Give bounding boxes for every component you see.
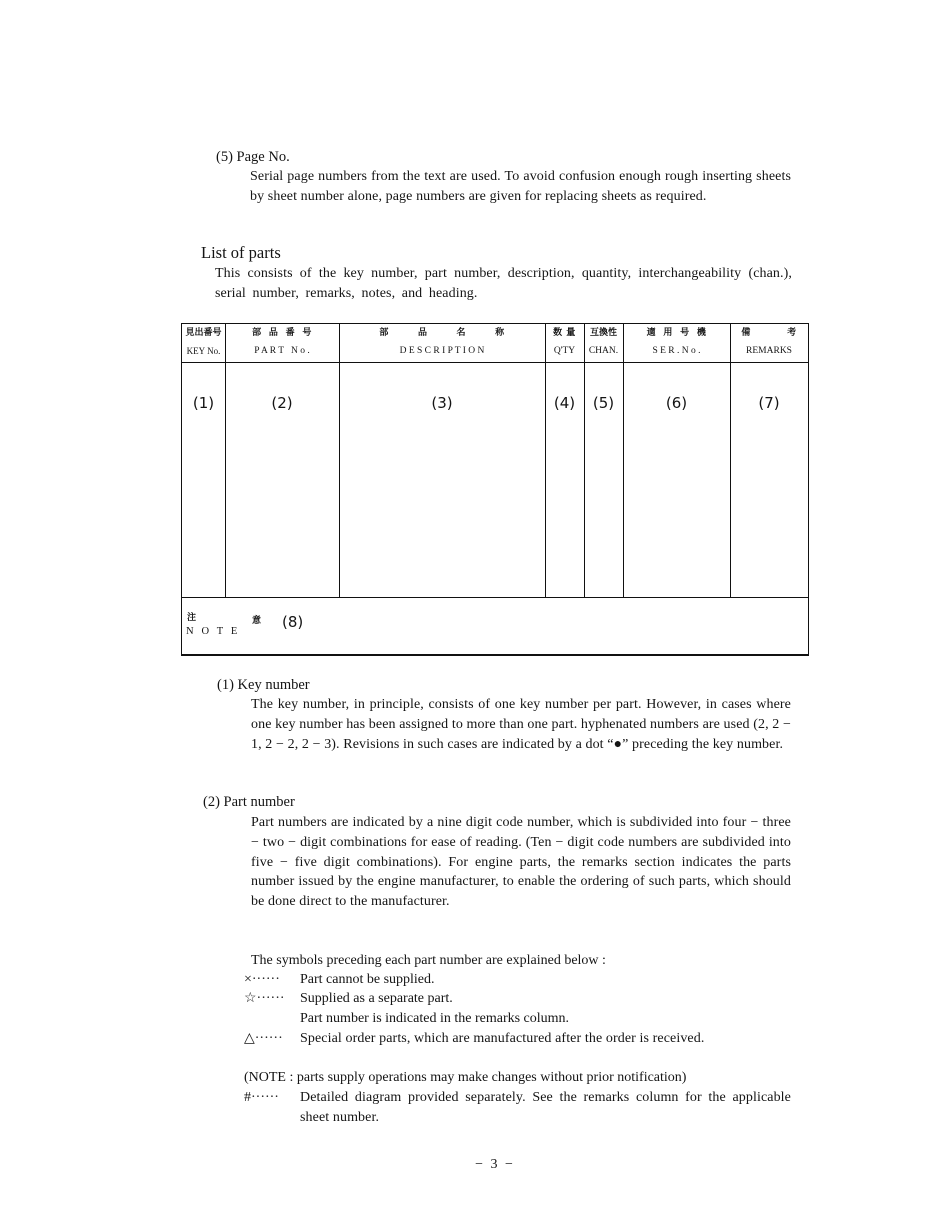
key-number-heading: (1) Key number xyxy=(217,677,310,693)
note-label-jp-left: 注 xyxy=(187,613,197,623)
column-divider xyxy=(545,324,546,597)
column-divider xyxy=(584,324,585,597)
page-no-heading: (5) Page No. xyxy=(216,149,290,165)
column-header-ser-no xyxy=(623,324,730,362)
column-header-en: S E R . N o . xyxy=(652,346,701,356)
column-header-jp: 適 用 号 機 xyxy=(646,328,707,338)
column-header-en: CHAN. xyxy=(588,346,619,356)
column-callout-3: (3) xyxy=(431,394,453,412)
symbol-line-cross xyxy=(244,970,435,990)
column-header-en: Q'TY xyxy=(553,346,576,356)
supply-note: (NOTE : parts supply operations may make changes without prior notification) xyxy=(244,1070,687,1085)
star-symbol: ☆······ xyxy=(244,991,285,1006)
note-divider xyxy=(182,597,808,598)
symbol-description: Special order parts, which are manufactured after the order is received. xyxy=(300,1031,705,1046)
column-callout-7: (7) xyxy=(758,394,780,412)
symbol-line-star xyxy=(244,989,453,1009)
column-header-description xyxy=(339,324,545,362)
parts-list-table-diagram xyxy=(181,323,809,656)
column-divider xyxy=(225,324,226,597)
list-of-parts-heading: List of parts xyxy=(201,243,281,262)
column-header-jp: 数 量 xyxy=(553,328,576,338)
symbol-line-continuation xyxy=(244,1009,569,1029)
column-divider xyxy=(730,324,731,597)
column-header-en: REMARKS xyxy=(746,346,792,356)
column-callout-4: (4) xyxy=(553,394,576,412)
symbol-description: Supplied as a separate part. xyxy=(300,991,453,1006)
symbol-description: Part number is indicated in the remarks column. xyxy=(300,1011,570,1026)
column-header-en: D E S C R I P T I O N xyxy=(399,346,485,356)
column-header-remarks xyxy=(730,324,808,362)
note-callout-8: (8) xyxy=(282,613,304,631)
column-header-part-no xyxy=(225,324,339,362)
column-divider xyxy=(339,324,340,597)
note-label-jp-right: 意 xyxy=(252,616,262,626)
symbols-intro: The symbols preceding each part number are explained below : xyxy=(251,953,606,968)
column-header-jp: 部 品 名 称 xyxy=(379,328,505,338)
column-header-jp: 互換性 xyxy=(589,328,617,338)
symbol-line-triangle xyxy=(244,1029,791,1049)
page-number: − 3 − xyxy=(475,1157,515,1172)
column-callout-6: (6) xyxy=(665,394,688,412)
hash-symbol: #······ xyxy=(244,1090,279,1105)
column-header-jp: 見出番号 xyxy=(185,328,222,338)
list-of-parts-intro: This consists of the key number, part number, description, quantity, interchangeability (chan.), serial number, remarks, notes, and heading. xyxy=(215,266,792,301)
symbol-description: Detailed diagram provided separately. See the remarks column for the applicable sheet number. xyxy=(300,1090,791,1125)
column-header-jp: 部 品 番 号 xyxy=(252,328,312,338)
column-callout-2: (2) xyxy=(271,394,293,412)
column-header-chan xyxy=(584,324,623,362)
symbol-line-hash xyxy=(244,1088,791,1128)
key-number-body: The key number, in principle, consists of one key number per part. However, in cases where one key number has been assigned to more than one part. hyphenated numbers are used (2, 2 − 1, 2 − 2, 2 − 3). Revisions in such cases are indicated by a dot “●” preceding the key number. xyxy=(251,697,791,752)
symbol-description: Part cannot be supplied. xyxy=(300,972,435,987)
column-header-en: P A R T N o . xyxy=(254,346,310,356)
cross-symbol: ×······ xyxy=(244,972,280,987)
column-divider xyxy=(623,324,624,597)
column-header-key-no xyxy=(182,324,225,362)
page-no-body: Serial page numbers from the text are used. To avoid confusion enough rough inserting sheets by sheet number alone, page numbers are given for replacing sheets as required. xyxy=(250,169,791,204)
column-header-en: KEY No. xyxy=(186,346,221,356)
column-header-qty xyxy=(545,324,584,362)
header-divider xyxy=(182,362,808,363)
part-number-body: Part numbers are indicated by a nine digit code number, which is subdivided into four − three − two − digit combinations for ease of reading. (Ten − digit code numbers are subdivided into five − five digit combinations). For engine parts, the remarks section indicates the parts number issued by the engine manufacturer, to enable the ordering of such parts, which should be done direct to the manufacturer. xyxy=(251,815,791,910)
triangle-symbol: △······ xyxy=(244,1031,283,1046)
column-callout-1: (1) xyxy=(192,394,215,412)
part-number-heading: (2) Part number xyxy=(203,794,295,810)
column-callout-5: (5) xyxy=(592,394,615,412)
note-label-en: N O T E xyxy=(186,626,238,637)
column-header-jp: 備 考 xyxy=(741,328,797,338)
